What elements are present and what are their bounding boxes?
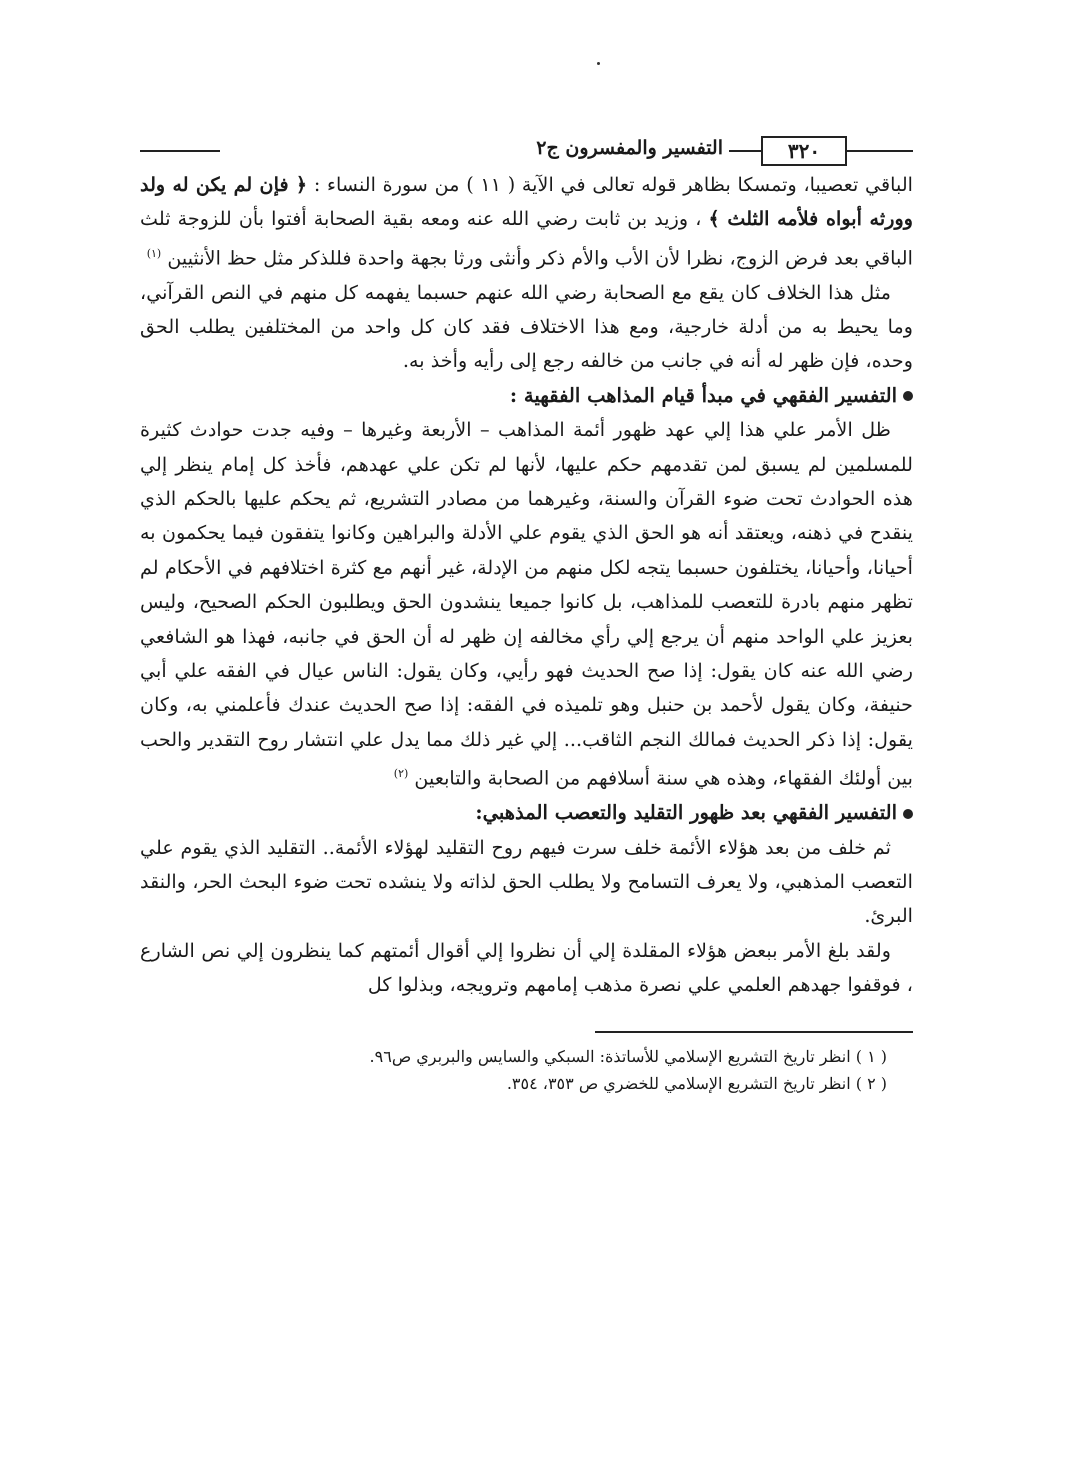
paragraph-3-text: ظل الأمر علي هذا إلي عهد ظهور أئمة المذاهب – الأربعة وغيرها – وفيه جدت حوادث كثيرة للمسلمين لم يسبق لمن تقدمهم حكم عليها، لأنها لم تكن علي عهدهم، فأخذ كل إمام ينظر إلي هذه الحوادث تحت ضوء القرآن والسنة، وغيرهما من مصادر التشريع، ثم يحكم عليها بالحكم الذي ينقدح في ذهنه، ويعتقد أنه هو الحق الذي يقوم علي الأدلة والبراهين وكانوا يتفقون فيما يحكمون به أحيانا، وأحيانا، يختلفون حسبما يتجه لكل منهم من الإدلة، غير أنهم مع كثرة اختلافهم في الأحكام لم تظهر منهم بادرة للتعصب للمذاهب، بل كانوا جميعا ينشدون الحق ويطلبون الحكم الصحيح، وليس بعزيز علي الواحد منهم أن يرجع إلي رأي مخالفه إن ظهر له أن الحق في جانبه، فهذا هو الشافعي رضي الله عنه كان يقول: إذا صح الحديث فهو رأيي، وكان يقول: الناس عيال في الفقه علي أبي حنيفة، وكان يقول لأحمد بن حنبل وهو تلميذه في الفقه: إذا صح الحديث عندك فأعلمني به، وكان يقول: إذا ذكر الحديث فمالك النجم الثاقب... إلي غير ذلك مما يدل علي انتشار روح التقدير والحب بين أولئك الفقهاء، وهذه هي سنة أسلافهم من الصحابة والتابعين	[140, 418, 913, 790]
section-heading-2-text: التفسير الفقهي بعد ظهور التقليد والتعصب المذهبي:	[475, 801, 897, 825]
header-rule-left	[140, 150, 220, 152]
section-heading-1-text: التفسير الفقهي في مبدأ قيام المذاهب الفقهية :	[509, 383, 897, 407]
footnote-separator	[595, 1031, 913, 1033]
stray-dot	[597, 62, 600, 65]
paragraph-3	[140, 413, 913, 796]
page-header	[140, 134, 913, 168]
bullet-icon	[903, 391, 913, 401]
bullet-icon	[903, 809, 913, 819]
footnote-ref-1: (١)	[146, 246, 162, 260]
book-page	[140, 134, 913, 1097]
header-rule-middle	[729, 150, 763, 152]
section-heading-2	[140, 796, 913, 830]
footnote-2: ( ٢ ) انظر تاريخ التشريع الإسلامي للخضري ص ٣٥٣، ٣٥٤.	[506, 1073, 887, 1093]
footnote-ref-2: (٢)	[393, 767, 409, 781]
page-number: ٣٢٠	[761, 136, 847, 166]
page-body	[140, 168, 913, 1003]
paragraph-1	[140, 168, 913, 276]
footnotes	[140, 1043, 913, 1097]
quran-verse: ﴿ فإن لم يكن له ولد وورثه أبواه فلأمه الثلث ﴾	[140, 173, 913, 231]
running-title: التفسير والمفسرون ج٢	[536, 137, 723, 159]
section-heading-1	[140, 379, 913, 413]
paragraph-4: ثم خلف من بعد هؤلاء الأئمة خلف سرت فيهم روح التقليد لهؤلاء الأئمة.. التقليد الذي يقوم علي التعصب المذهبي، ولا يعرف التسامح ولا يطلب الحق لذاته ولا ينشده تحت ضوء البحث الحر، والنقد البرئ.	[140, 835, 913, 928]
paragraph-1-text: الباقي تعصيبا، وتمسكا بظاهر قوله تعالى في الآية ( ١١ ) من سورة النساء :	[313, 173, 913, 196]
paragraph-1-continuation: ، وزيد بن ثابت رضي الله عنه ومعه بقية الصحابة أفتوا بأن للزوجة ثلث الباقي بعد فرض الزوج، نظرا لأن الأب والأم ذكر وأنثى ورثا بجهة واحدة فللذكر مثل حظ الأنثيين	[140, 207, 913, 270]
paragraph-5: ولقد بلغ الأمر ببعض هؤلاء المقلدة إلي أن نظروا إلي أقوال أئمتهم كما ينظرون إلي نص الشارع ، فوقفوا جهدهم العلمي علي نصرة مذهب إمامهم وترويجه، وبذلوا كل	[140, 938, 913, 997]
header-rule-right	[847, 150, 913, 152]
paragraph-2: مثل هذا الخلاف كان يقع مع الصحابة رضي الله عنهم حسبما يفهمه كل منهم في النص القرآني، وما يحيط به من أدلة خارجية، ومع هذا الاختلاف فقد كان كل واحد من المختلفين يطلب الحق وحده، فإن ظهر له أنه في جانب من خالفه رجع إلى رأيه وأخذ به.	[140, 280, 913, 373]
footnote-1: ( ١ ) انظر تاريخ التشريع الإسلامي للأساتذة: السبكي والسايس والبربري ص٩٦.	[369, 1046, 887, 1066]
